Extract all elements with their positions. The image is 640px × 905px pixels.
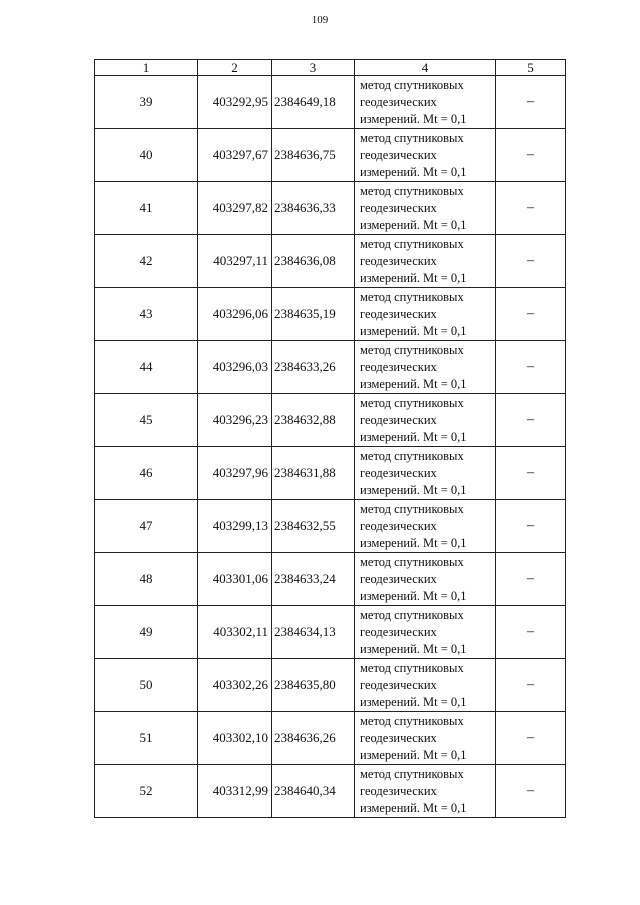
note-cell: –	[496, 500, 566, 553]
method-line: измерений. Mt = 0,1	[360, 111, 467, 126]
method-cell	[355, 765, 496, 818]
column-header: 2	[198, 60, 272, 76]
method-line: метод спутниковых	[360, 77, 464, 92]
method-line: метод спутниковых	[360, 607, 464, 622]
point-number-cell: 45	[95, 394, 198, 447]
method-line: геодезических	[360, 518, 437, 533]
method-line: метод спутниковых	[360, 183, 464, 198]
method-line: метод спутниковых	[360, 395, 464, 410]
method-line: измерений. Mt = 0,1	[360, 270, 467, 285]
method-line: геодезических	[360, 730, 437, 745]
point-number-cell: 44	[95, 341, 198, 394]
table-row	[95, 76, 566, 129]
method-line: метод спутниковых	[360, 501, 464, 516]
table-row	[95, 712, 566, 765]
method-line: измерений. Mt = 0,1	[360, 535, 467, 550]
method-line: геодезических	[360, 147, 437, 162]
table-row	[95, 341, 566, 394]
x-coordinate-cell: 403296,23	[198, 394, 272, 447]
y-coordinate-cell: 2384632,88	[272, 394, 355, 447]
y-coordinate-cell: 2384631,88	[272, 447, 355, 500]
method-line: метод спутниковых	[360, 766, 464, 781]
coordinates-table	[94, 59, 566, 818]
note-cell: –	[496, 182, 566, 235]
method-line: геодезических	[360, 412, 437, 427]
point-number-cell: 46	[95, 447, 198, 500]
point-number-cell: 43	[95, 288, 198, 341]
method-cell	[355, 288, 496, 341]
method-line: метод спутниковых	[360, 130, 464, 145]
note-cell: –	[496, 129, 566, 182]
y-coordinate-cell: 2384636,75	[272, 129, 355, 182]
method-line: геодезических	[360, 783, 437, 798]
method-cell	[355, 129, 496, 182]
method-cell	[355, 76, 496, 129]
x-coordinate-cell: 403292,95	[198, 76, 272, 129]
note-cell: –	[496, 394, 566, 447]
method-line: измерений. Mt = 0,1	[360, 482, 467, 497]
note-cell: –	[496, 235, 566, 288]
point-number-cell: 48	[95, 553, 198, 606]
method-line: геодезических	[360, 465, 437, 480]
point-number-cell: 49	[95, 606, 198, 659]
column-header: 5	[496, 60, 566, 76]
method-line: измерений. Mt = 0,1	[360, 641, 467, 656]
method-cell	[355, 712, 496, 765]
method-cell	[355, 606, 496, 659]
x-coordinate-cell: 403297,82	[198, 182, 272, 235]
x-coordinate-cell: 403297,96	[198, 447, 272, 500]
x-coordinate-cell: 403297,11	[198, 235, 272, 288]
y-coordinate-cell: 2384635,80	[272, 659, 355, 712]
note-cell: –	[496, 341, 566, 394]
point-number-cell: 41	[95, 182, 198, 235]
method-line: метод спутниковых	[360, 554, 464, 569]
table-row	[95, 447, 566, 500]
method-line: геодезических	[360, 359, 437, 374]
y-coordinate-cell: 2384632,55	[272, 500, 355, 553]
x-coordinate-cell: 403312,99	[198, 765, 272, 818]
x-coordinate-cell: 403301,06	[198, 553, 272, 606]
note-cell: –	[496, 606, 566, 659]
method-line: измерений. Mt = 0,1	[360, 747, 467, 762]
method-cell	[355, 447, 496, 500]
method-cell	[355, 235, 496, 288]
x-coordinate-cell: 403297,67	[198, 129, 272, 182]
method-line: геодезических	[360, 571, 437, 586]
y-coordinate-cell: 2384636,26	[272, 712, 355, 765]
method-line: измерений. Mt = 0,1	[360, 217, 467, 232]
point-number-cell: 52	[95, 765, 198, 818]
method-cell	[355, 182, 496, 235]
table-row	[95, 659, 566, 712]
method-cell	[355, 659, 496, 712]
y-coordinate-cell: 2384636,08	[272, 235, 355, 288]
column-header: 4	[355, 60, 496, 76]
column-header: 1	[95, 60, 198, 76]
y-coordinate-cell: 2384640,34	[272, 765, 355, 818]
point-number-cell: 51	[95, 712, 198, 765]
table-row	[95, 500, 566, 553]
y-coordinate-cell: 2384633,26	[272, 341, 355, 394]
method-cell	[355, 553, 496, 606]
column-header: 3	[272, 60, 355, 76]
table-row	[95, 288, 566, 341]
note-cell: –	[496, 288, 566, 341]
method-line: геодезических	[360, 94, 437, 109]
method-line: метод спутниковых	[360, 342, 464, 357]
method-line: геодезических	[360, 677, 437, 692]
y-coordinate-cell: 2384633,24	[272, 553, 355, 606]
method-line: измерений. Mt = 0,1	[360, 323, 467, 338]
page-number: 109	[311, 14, 329, 26]
note-cell: –	[496, 765, 566, 818]
method-line: измерений. Mt = 0,1	[360, 800, 467, 815]
method-cell	[355, 341, 496, 394]
method-line: геодезических	[360, 200, 437, 215]
point-number-cell: 39	[95, 76, 198, 129]
table-row	[95, 182, 566, 235]
table-row	[95, 553, 566, 606]
x-coordinate-cell: 403296,06	[198, 288, 272, 341]
x-coordinate-cell: 403296,03	[198, 341, 272, 394]
y-coordinate-cell: 2384634,13	[272, 606, 355, 659]
table-row	[95, 235, 566, 288]
method-line: геодезических	[360, 306, 437, 321]
note-cell: –	[496, 76, 566, 129]
table-header-row	[95, 60, 566, 76]
method-line: метод спутниковых	[360, 713, 464, 728]
point-number-cell: 40	[95, 129, 198, 182]
method-line: геодезических	[360, 624, 437, 639]
point-number-cell: 50	[95, 659, 198, 712]
method-line: метод спутниковых	[360, 236, 464, 251]
table-row	[95, 394, 566, 447]
table-row	[95, 606, 566, 659]
x-coordinate-cell: 403302,26	[198, 659, 272, 712]
x-coordinate-cell: 403299,13	[198, 500, 272, 553]
note-cell: –	[496, 712, 566, 765]
table-row	[95, 129, 566, 182]
method-line: измерений. Mt = 0,1	[360, 588, 467, 603]
method-line: измерений. Mt = 0,1	[360, 694, 467, 709]
table-body	[95, 76, 566, 818]
method-line: геодезических	[360, 253, 437, 268]
table-row	[95, 765, 566, 818]
point-number-cell: 47	[95, 500, 198, 553]
method-line: метод спутниковых	[360, 448, 464, 463]
method-line: измерений. Mt = 0,1	[360, 376, 467, 391]
method-cell	[355, 394, 496, 447]
method-line: измерений. Mt = 0,1	[360, 164, 467, 179]
note-cell: –	[496, 553, 566, 606]
y-coordinate-cell: 2384635,19	[272, 288, 355, 341]
note-cell: –	[496, 447, 566, 500]
method-line: метод спутниковых	[360, 660, 464, 675]
point-number-cell: 42	[95, 235, 198, 288]
x-coordinate-cell: 403302,11	[198, 606, 272, 659]
method-line: измерений. Mt = 0,1	[360, 429, 467, 444]
note-cell: –	[496, 659, 566, 712]
y-coordinate-cell: 2384649,18	[272, 76, 355, 129]
method-line: метод спутниковых	[360, 289, 464, 304]
method-cell	[355, 500, 496, 553]
x-coordinate-cell: 403302,10	[198, 712, 272, 765]
y-coordinate-cell: 2384636,33	[272, 182, 355, 235]
